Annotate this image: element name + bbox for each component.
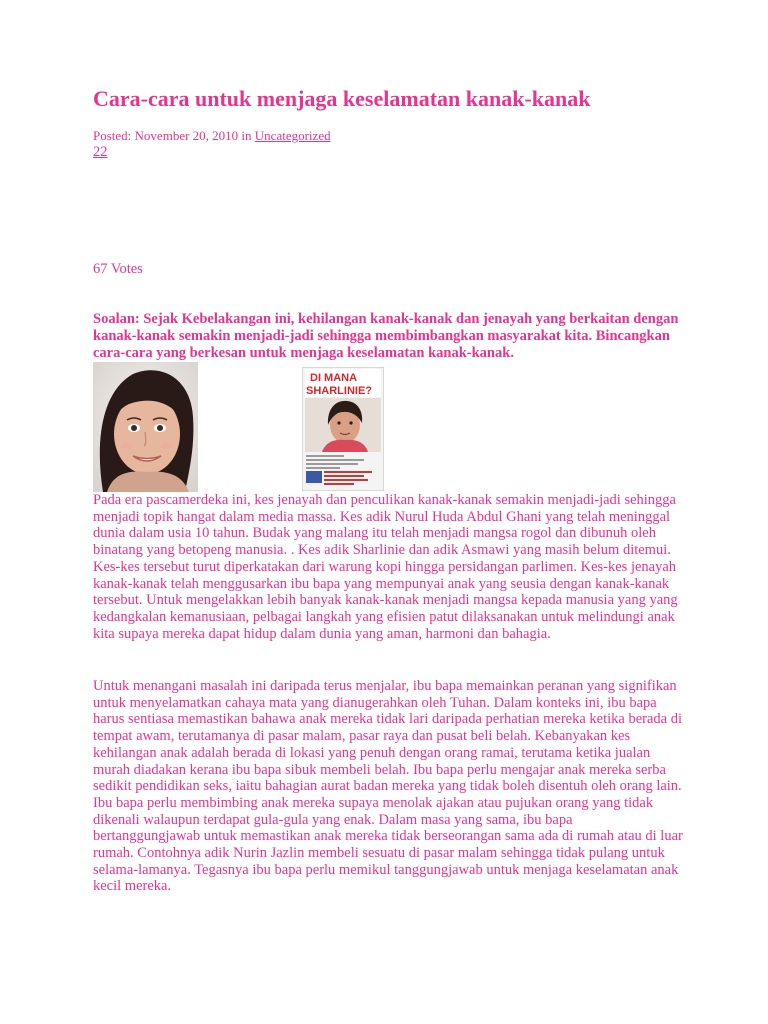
child-portrait-photo — [93, 362, 198, 492]
category-link[interactable]: Uncategorized — [254, 128, 331, 143]
posted-in-label: in — [238, 128, 255, 143]
votes-count: 67 Votes — [93, 261, 143, 277]
missing-poster-image — [302, 367, 384, 491]
body-paragraph-2: Untuk menangani masalah ini daripada terus menjalar, ibu bapa memainkan peranan yang signifikan untuk menyelamatkan cahaya mata yang dianugerahkan oleh Tuhan. Dalam konteks ini, ibu bapa harus sentiasa memastikan bahawa anak mereka tidak lari daripada perhatian mereka ketika berada di tempat awam, terutamanya di pasar malam, pasar raya dan pusat beli belah. Kebanyakan kes kehilangan anak adalah berada di lokasi yang penuh dengan orang ramai, terutama ketika jualan murah diadakan kerana ibu bapa sibuk membeli belah. Ibu bapa perlu mengajar anak mereka serba sedikit pendidikan seks, iaitu bahagian aurat badan mereka yang tidak boleh disentuh oleh orang lain. Ibu bapa perlu membimbing anak mereka supaya menolak ajakan atau pujukan orang yang tidak dikenali walaupun terdapat gula-gula yang enak. Dalam masa yang sama, ibu bapa bertanggungjawab untuk memastikan anak mereka tidak berseorangan sama ada di rumah atau di luar rumah. Contohnya adik Nurin Jazlin membeli sesuatu di pasar malam sehingga tidak pulang untuk selama-lamanya. Tegasnya ibu bapa perlu memikul tanggungjawab untuk menjaga keselamatan anak kecil mereka. — [93, 678, 683, 895]
body-paragraph-1: Pada era pascamerdeka ini, kes jenayah dan penculikan kanak-kanak semakin menjadi-jadi sehingga menjadi topik hangat dalam media massa. Kes adik Nurul Huda Abdul Ghani yang telah meninggal dunia dalam usia 10 tahun. Budak yang malang itu telah menjadi mangsa rogol dan dibunuh oleh binatang yang betopeng manusia. . Kes adik Sharlinie dan adik Asmawi yang masih belum ditemui. Kes-kes tersebut turut diperkatakan dari warung kopi hingga persidangan parlimen. Kes-kes jenayah kanak-kanak telah menggusarkan ibu bapa yang mempunyai anak yang seusia dengan kanak-kanak tersebut. Untuk mengelakkan lebih banyak kanak-kanak menjadi mangsa kepada manusia yang yang kedangkalan kemanusiaan, pelbagai langkah yang efisien patut dilaksanakan untuk melindungi anak kita supaya mereka dapat hidup dalam dunia yang aman, harmoni dan bahagia. — [93, 492, 678, 642]
rating-count-link[interactable]: 22 — [93, 144, 108, 160]
posted-label: Posted: — [93, 128, 135, 143]
essay-question: Soalan: Sejak Kebelakangan ini, kehilangan kanak-kanak dan jenayah yang berkaitan dengan kanak-kanak semakin menjadi-jadi sehingga membimbangkan masyarakat kita. Bincangkan cara-cara yang berkesan untuk menjaga keselamatan kanak-kanak. — [93, 311, 679, 361]
poster-heading-line1: DI MANA — [310, 372, 358, 384]
child-portrait-image — [93, 362, 198, 492]
posted-date: November 20, 2010 — [134, 128, 239, 143]
missing-child-poster — [302, 367, 384, 491]
post-meta — [93, 128, 331, 144]
poster-heading-line2: SHARLINIE? — [306, 385, 372, 397]
article-title: Cara-cara untuk menjaga keselamatan kanak-kanak — [93, 86, 591, 111]
